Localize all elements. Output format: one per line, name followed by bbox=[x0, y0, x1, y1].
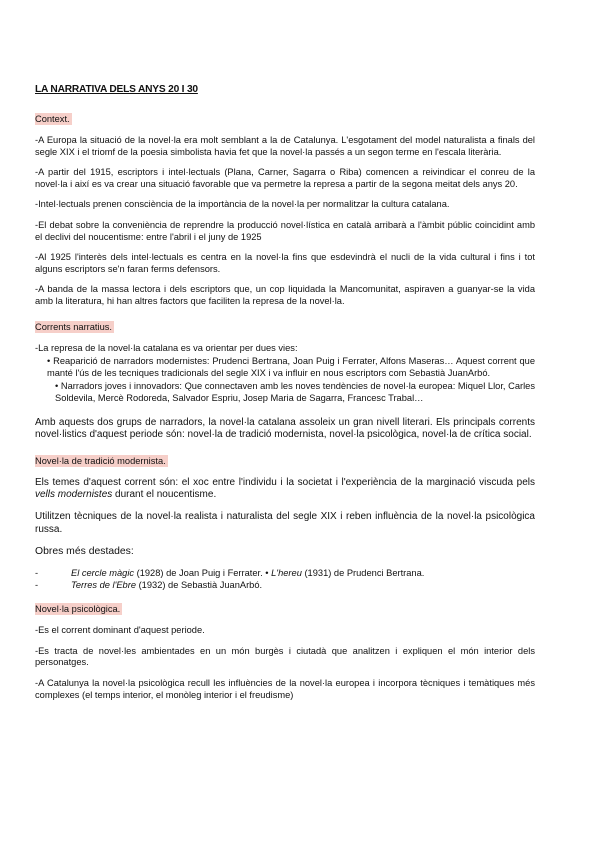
modernista-heading: Novel·la de tradició modernista. bbox=[35, 455, 166, 466]
corrents-item-modernistes: • Reaparició de narradors modernistes: Prudenci Bertrana, Joan Puig i Ferrater, Alfons Maseras… Aquest corrent que manté l'ús de les tecniques tradicionals del segle XIX i va influir en nous escriptors com Sebastià JuanArbó. bbox=[47, 356, 535, 378]
document-page bbox=[35, 84, 535, 710]
document-title: LA NARRATIVA DELS ANYS 20 I 30 bbox=[35, 84, 198, 95]
modernista-paragraph: Utilitzen tècniques de la novel·la realista i naturalista del segle XIX i reben influència de la novel·la psicològica russa. bbox=[35, 511, 535, 535]
works-list bbox=[35, 567, 535, 591]
psicologica-section bbox=[35, 599, 535, 701]
context-section bbox=[35, 109, 535, 308]
modernista-paragraph: Els temes d'aquest corrent són: el xoc entre l'individu i la societat i l'experiència de la marginació viscuda pels vells modernistes durant el noucentisme. bbox=[35, 476, 535, 501]
psicologica-paragraph: -A Catalunya la novel·la psicològica recull les influències de la novel·la europea i incorpora tècniques i temàtiques més complexes (el temps interior, el monòleg interior i el freudisme) bbox=[35, 677, 535, 700]
work-title: El cercle màgic bbox=[71, 567, 135, 578]
list-dash: - bbox=[35, 567, 39, 578]
corrents-item-joves: • Narradors joves i innovadors: Que connectaven amb les noves tendències de novel·la europea: Miquel Llor, Carles Soldevila, Mercè Rodoreda, Salvador Espriu, Josep Maria de Sagarra, Francesc Trabal… bbox=[55, 381, 535, 403]
context-paragraph: -El debat sobre la conveniència de reprendre la producció novel·lística en català arribarà a l'àmbit públic coincidint amb el declivi del noucentisme: entre l'abril i el juny de 1925 bbox=[35, 219, 535, 242]
list-dash: - bbox=[35, 579, 39, 590]
context-paragraph: -Al 1925 l'interès dels intel·lectuals es centra en la novel·la fins que esdevindrà el nucli de la vida cultural i fins i tot alguns escriptors se'n faran ferms defensors. bbox=[35, 252, 535, 274]
context-paragraph: -Intel·lectuals prenen consciència de la importància de la novel·la per normalitzar la cultura catalana. bbox=[35, 199, 450, 210]
corrents-summary: Amb aquests dos grups de narradors, la novel·la catalana assoleix un gran nivell literari. Els principals corrents novel·listics d'aquest periode són: novel·la de tradició modernista, novel·la psicològica, novel·la de crítica social. bbox=[35, 416, 535, 440]
work-item: - Terres de l'Ebre (1932) de Sebastià JuanArbó. bbox=[35, 579, 263, 590]
corrents-section bbox=[35, 317, 535, 441]
corrents-intro: -La represa de la novel·la catalana es va orientar per dues vies: bbox=[35, 342, 298, 353]
work-title: Terres de l'Ebre bbox=[71, 579, 136, 590]
psicologica-paragraph: -Es tracta de novel·les ambientades en un món burgès i ciutadà que analitzen i expliquen el món interior dels personatges. bbox=[35, 645, 535, 668]
context-paragraph: -A banda de la massa lectora i dels escriptors que, un cop liquidada la Mancomunitat, aspiraven a guanyar-se la vida amb la literatura, hi han altres factors que faciliten la represa de la novel·la. bbox=[35, 284, 535, 306]
context-paragraph: -A Europa la situació de la novel·la era molt semblant a la de Catalunya. L'esgotament del model naturalista a finals del segle XIX i el triomf de la poesia simbolista havia fet que la novel·la passés a un segon terme en l'escala literària. bbox=[35, 135, 535, 157]
psicologica-heading: Novel·la psicològica. bbox=[35, 604, 121, 615]
works-heading: Obres més destades: bbox=[35, 545, 134, 557]
vells-modernistes-term: vells modernistes bbox=[35, 489, 113, 501]
psicologica-paragraph: -Es el corrent dominant d'aquest periode. bbox=[35, 625, 205, 636]
corrents-heading: Corrents narratius. bbox=[35, 321, 112, 332]
work-item: - El cercle màgic (1928) de Joan Puig i Ferrater. • L'hereu (1931) de Prudenci Bertrana. bbox=[35, 567, 425, 578]
context-heading: Context. bbox=[35, 114, 70, 124]
modernista-section bbox=[35, 451, 535, 591]
work-title: L'hereu bbox=[271, 567, 302, 578]
context-paragraph: -A partir del 1915, escriptors i intel·lectuals (Plana, Carner, Sagarra o Riba) comencen a reivindicar el conreu de la novel·la i així es va crear una situació favorable que va permetre la represa a partir de la segona meitat dels anys 20. bbox=[35, 167, 535, 189]
